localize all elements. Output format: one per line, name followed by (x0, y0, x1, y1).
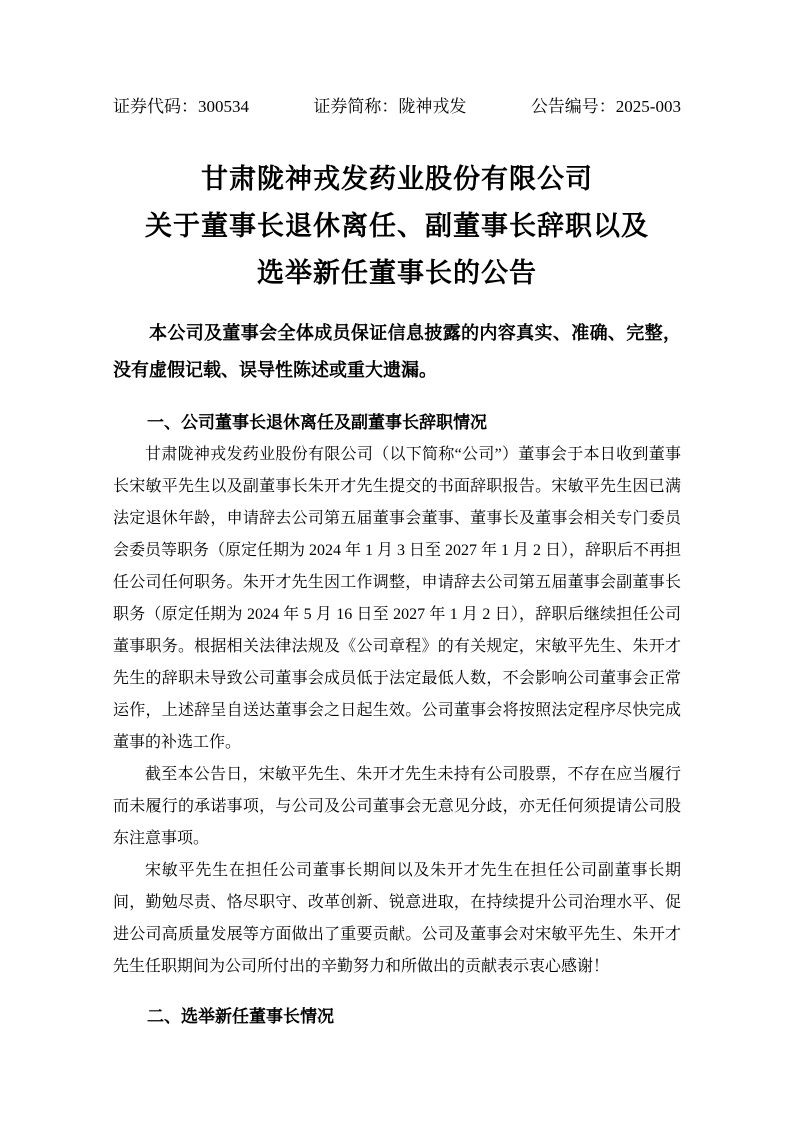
section-1-paragraph-3: 宋敏平先生在担任公司董事长期间以及朱开才先生在担任公司副董事长期间，勤勉尽责、恪尽职守、改革创新、锐意进取，在持续提升公司治理水平、促进公司高质量发展等方面做出了重要贡献。公司及董事会对宋敏平先生、朱开才先生任职期间为公司所付出的辛勤努力和所做出的贡献表示衷心感谢！ (113, 862, 681, 975)
securities-header (113, 96, 681, 118)
section-1-heading: 一、公司董事长退休离任及副董事长辞职情况 (147, 413, 487, 432)
disclaimer-paragraph: 本公司及董事会全体成员保证信息披露的内容真实、准确、完整，没有虚假记载、误导性陈述或重大遗漏。 (113, 323, 681, 380)
section-1-paragraph-1: 甘肃陇神戎发药业股份有限公司（以下简称“公司”）董事会于本日收到董事长宋敏平先生以及副董事长朱开才先生提交的书面辞职报告。宋敏平先生因已满法定退休年龄，申请辞去公司第五届董事会董事、董事长及董事会相关专门委员会委员等职务（原定任期为 2024 年 1 月 3 日至 2027 年 1 月 2 日），辞职后不再担任公司任何职务。朱开才先生因工作调整，申请辞去公司第五届董事会副董事长职务（原定任期为 2024 年 5 月 16 日至 2027 年 1 月 2 日），辞职后继续担任公司董事职务。根据相关法律法规及《公司章程》的有关规定，宋敏平先生、朱开才先生的辞职未导致公司董事会成员低于法定最低人数，不会影响公司董事会正常运作，上述辞呈自送达董事会之日起生效。公司董事会将按照法定程序尽快完成董事的补选工作。 (113, 446, 682, 751)
title-line-2: 关于董事长退休离任、副董事长辞职以及 (145, 211, 649, 241)
document-title (113, 156, 681, 297)
section-2-heading: 二、选举新任董事长情况 (147, 1007, 334, 1026)
stock-code-label: 证券代码：300534 (113, 97, 249, 116)
title-line-3: 选举新任董事长的公告 (257, 258, 537, 288)
announcement-number-label: 公告编号：2025-003 (530, 97, 681, 116)
stock-short-name-label: 证券简称：陇神戎发 (313, 97, 467, 116)
title-line-1: 甘肃陇神戎发药业股份有限公司 (201, 164, 593, 194)
section-1-paragraph-2: 截至本公告日，宋敏平先生、朱开才先生未持有公司股票，不存在应当履行而未履行的承诺事项，与公司及公司董事会无意见分歧，亦无任何须提请公司股东注意事项。 (113, 766, 681, 847)
